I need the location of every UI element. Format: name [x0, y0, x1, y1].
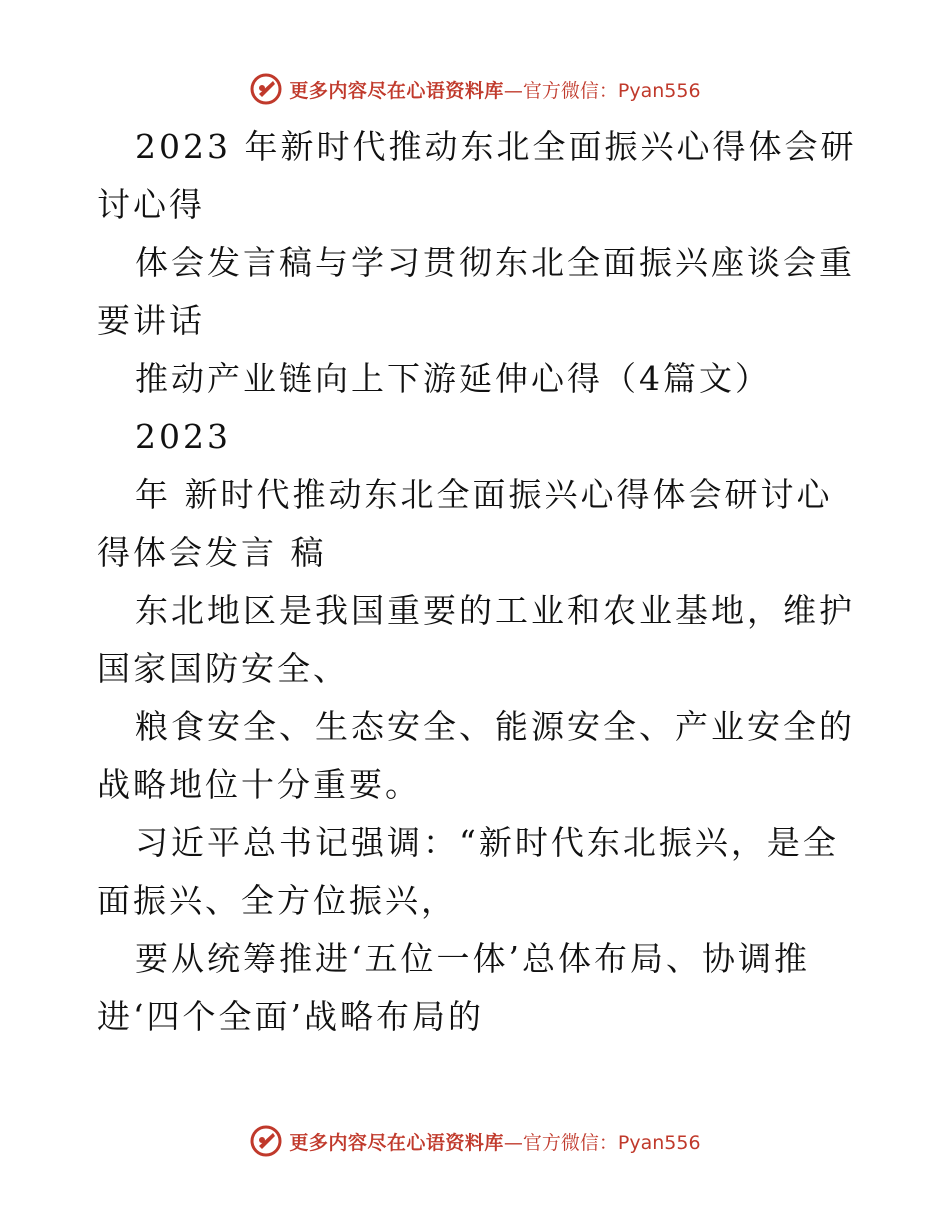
paragraph-1: 2023 年新时代推动东北全面振兴心得体会研讨心得	[97, 127, 857, 224]
paragraph-7: 粮食安全、生态安全、能源安全、产业安全的战略地位十分重要。	[97, 707, 855, 804]
paragraph-8: 习近平总书记强调：“新时代东北振兴，是全面振兴、全方位振兴，	[97, 823, 839, 920]
paragraph-3: 推动产业链向上下游延伸心得（4篇文）	[135, 359, 771, 398]
paragraph-6: 东北地区是我国重要的工业和农业基地，维护国家国防安全、	[97, 591, 855, 688]
watermark-contact-text: —官方微信：Pyan556	[503, 79, 701, 102]
footer-watermark	[0, 1124, 950, 1158]
watermark-contact-text: —官方微信：Pyan556	[503, 1131, 701, 1154]
document-body	[97, 118, 857, 1046]
paragraph-4: 2023	[135, 417, 231, 456]
paragraph-2: 体会发言稿与学习贯彻东北全面振兴座谈会重要讲话	[97, 243, 855, 340]
brand-logo-icon	[249, 1124, 283, 1158]
brand-logo-icon	[249, 72, 283, 106]
paragraph-5: 年 新时代推动东北全面振兴心得体会研讨心得体会发言 稿	[97, 475, 833, 572]
watermark-brand-text: 更多内容尽在心语资料库	[289, 1131, 504, 1154]
header-watermark	[0, 72, 950, 106]
watermark-brand-text: 更多内容尽在心语资料库	[289, 79, 504, 102]
paragraph-9: 要从统筹推进‘五位一体’总体布局、协调推进‘四个全面’战略布局的	[97, 939, 810, 1036]
